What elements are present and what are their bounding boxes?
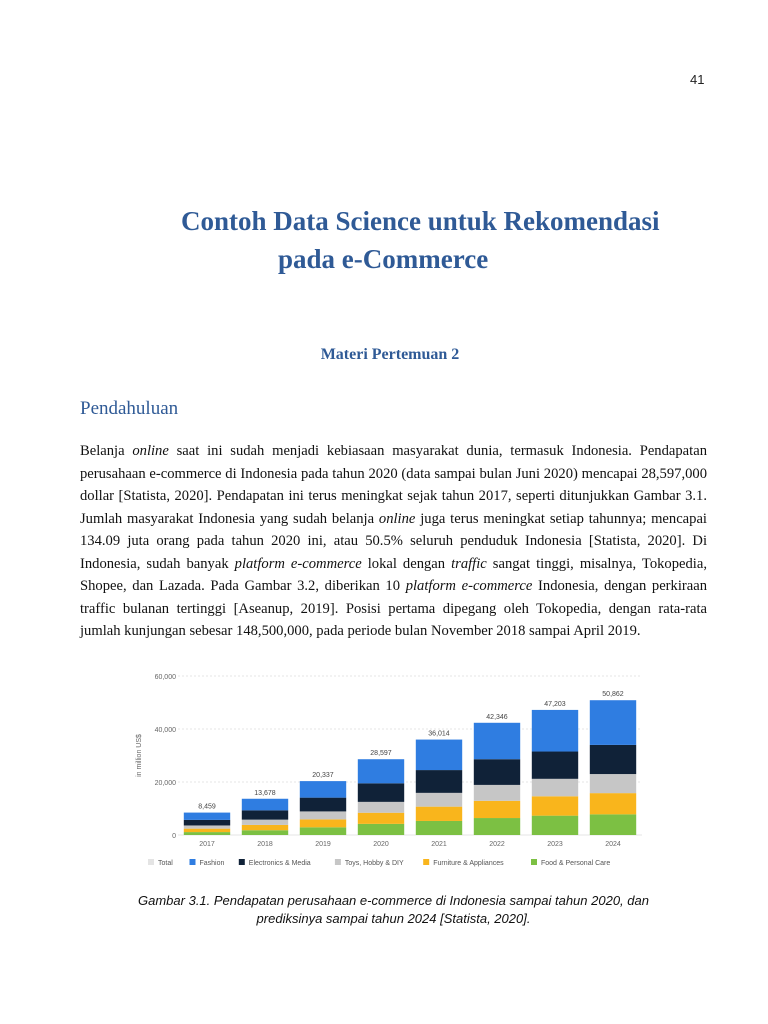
bar-segment bbox=[532, 816, 578, 835]
legend-swatch bbox=[239, 859, 245, 865]
total-data-label: 47,203 bbox=[544, 700, 566, 708]
x-tick-label: 2017 bbox=[199, 841, 215, 848]
x-tick-label: 2024 bbox=[605, 841, 621, 848]
caption-line-2: prediksinya sampai tahun 2024 [Statista, 2020]. bbox=[256, 911, 531, 926]
bar-segment bbox=[242, 825, 288, 830]
x-tick-label: 2020 bbox=[373, 841, 389, 848]
bar-segment bbox=[242, 830, 288, 835]
bar-segment bbox=[358, 813, 404, 824]
x-tick-label: 2019 bbox=[315, 841, 331, 848]
paragraph-text: Belanja bbox=[80, 443, 133, 459]
total-data-label: 36,014 bbox=[428, 730, 450, 738]
total-data-label: 20,337 bbox=[312, 772, 334, 780]
total-data-label: 13,678 bbox=[254, 789, 276, 797]
total-data-label: 42,346 bbox=[486, 713, 508, 721]
legend-label: Furniture & Appliances bbox=[433, 860, 504, 867]
legend-label: Electronics & Media bbox=[248, 860, 311, 867]
x-tick-label: 2021 bbox=[431, 841, 447, 848]
y-tick-label: 60,000 bbox=[154, 674, 176, 681]
y-tick-label: 20,000 bbox=[154, 780, 176, 787]
italic-term: platform e-commerce bbox=[234, 555, 362, 572]
legend-swatch bbox=[148, 859, 154, 865]
bar-segment bbox=[416, 740, 462, 771]
legend-label: Total bbox=[158, 860, 173, 867]
italic-term: online bbox=[378, 510, 416, 527]
bar-segment bbox=[300, 819, 346, 827]
bar-segment bbox=[242, 810, 288, 819]
bar-segment bbox=[184, 813, 230, 820]
legend-swatch bbox=[423, 859, 429, 865]
total-data-label: 8,459 bbox=[198, 803, 216, 811]
x-tick-label: 2023 bbox=[547, 841, 563, 848]
bar-segment bbox=[532, 796, 578, 815]
bar-segment bbox=[474, 785, 520, 801]
bar-segment bbox=[590, 814, 636, 835]
bar-segment bbox=[416, 793, 462, 807]
italic-term: traffic bbox=[451, 555, 487, 572]
total-data-label: 28,597 bbox=[370, 750, 392, 758]
bar-segment bbox=[300, 781, 346, 798]
meeting-subtitle: Materi Pertemuan 2 bbox=[320, 346, 460, 363]
title-line-2: pada e-Commerce bbox=[278, 244, 489, 274]
bar-segment bbox=[184, 825, 230, 828]
bar-segment bbox=[358, 824, 404, 835]
section-heading: Pendahuluan bbox=[80, 398, 179, 419]
bar-segment bbox=[474, 759, 520, 785]
x-tick-label: 2022 bbox=[489, 841, 505, 848]
bar-segment bbox=[474, 818, 520, 835]
paragraph-text: lokal dengan bbox=[361, 555, 452, 572]
bar-segment bbox=[532, 779, 578, 796]
bar-segment bbox=[242, 799, 288, 811]
italic-term: platform e-commerce bbox=[405, 578, 533, 594]
y-tick-label: 0 bbox=[172, 833, 176, 840]
caption-line-1: Gambar 3.1. Pendapatan perusahaan e-commerce di Indonesia sampai tahun 2020, dan bbox=[138, 893, 649, 908]
bar-segment bbox=[358, 802, 404, 813]
x-tick-label: 2018 bbox=[257, 841, 273, 848]
bar-segment bbox=[242, 820, 288, 825]
legend-label: Fashion bbox=[199, 860, 225, 867]
bar-segment bbox=[590, 745, 636, 774]
bar-segment bbox=[474, 723, 520, 759]
y-tick-label: 40,000 bbox=[154, 727, 176, 734]
y-axis-label: in million US$ bbox=[136, 734, 143, 777]
bar-segment bbox=[590, 700, 636, 745]
revenue-chart-svg bbox=[130, 668, 650, 878]
italic-term: online bbox=[132, 443, 169, 459]
intro-paragraph bbox=[80, 440, 707, 643]
bar-segment bbox=[184, 829, 230, 832]
paragraph-text: juga terus meningkat setiap tahunnya; mencapai 134.09 juta orang pada tahun 2020 ini, atau 50.5% seluruh penduduk Indonesia [Statista, 2020]. Di Indonesia, sudah banyak bbox=[80, 510, 707, 572]
bar-segment bbox=[532, 752, 578, 779]
bar-segment bbox=[358, 783, 404, 802]
paragraph-text: sangat tinggi, misalnya, Tokopedia, Shopee, dan Lazada. Pada Gambar 3.2, diberikan 10 bbox=[80, 555, 707, 594]
bar-segment bbox=[532, 710, 578, 752]
title-line-1: Contoh Data Science untuk Rekomendasi bbox=[181, 206, 660, 236]
bar-segment bbox=[416, 821, 462, 835]
legend-swatch bbox=[531, 859, 537, 865]
page-number: 41 bbox=[690, 72, 705, 87]
bar-segment bbox=[474, 801, 520, 818]
bar-segment bbox=[184, 832, 230, 835]
bar-segment bbox=[590, 793, 636, 814]
bar-segment bbox=[300, 798, 346, 812]
bar-segment bbox=[300, 811, 346, 819]
bar-segment bbox=[300, 827, 346, 835]
legend-swatch bbox=[335, 859, 341, 865]
total-data-label: 50,862 bbox=[602, 691, 624, 699]
bar-segment bbox=[590, 774, 636, 793]
bar-segment bbox=[416, 807, 462, 821]
legend-swatch bbox=[190, 859, 196, 865]
revenue-chart bbox=[130, 668, 650, 878]
figure-caption bbox=[80, 892, 707, 928]
legend-label: Food & Personal Care bbox=[541, 860, 611, 867]
bar-segment bbox=[416, 770, 462, 793]
paragraph-text: saat ini sudah menjadi kebiasaan masyarakat dunia, termasuk Indonesia. Pendapatan perusahaan e-commerce di Indonesia pada tahun 2020 (data sampai bulan Juni 2020) mencapai 28,597,000 dollar [Statista, 2020]. Pendapatan ini terus meningkat sejak tahun 2017, seperti ditunjukkan Gambar 3.1. Jumlah masyarakat Indonesia yang sudah belanja bbox=[80, 443, 707, 527]
bar-segment bbox=[358, 759, 404, 783]
bar-segment bbox=[184, 820, 230, 826]
paragraph-text: Indonesia, dengan perkiraan traffic bulanan tertinggi [Aseanup, 2019]. Posisi pertama dipegang oleh Tokopedia, dengan rata-rata jumlah kunjungan sebesar 148,500,000, pada periode bulan November 2018 sampai April 2019. bbox=[80, 578, 707, 639]
legend-label: Toys, Hobby & DIY bbox=[344, 860, 404, 867]
